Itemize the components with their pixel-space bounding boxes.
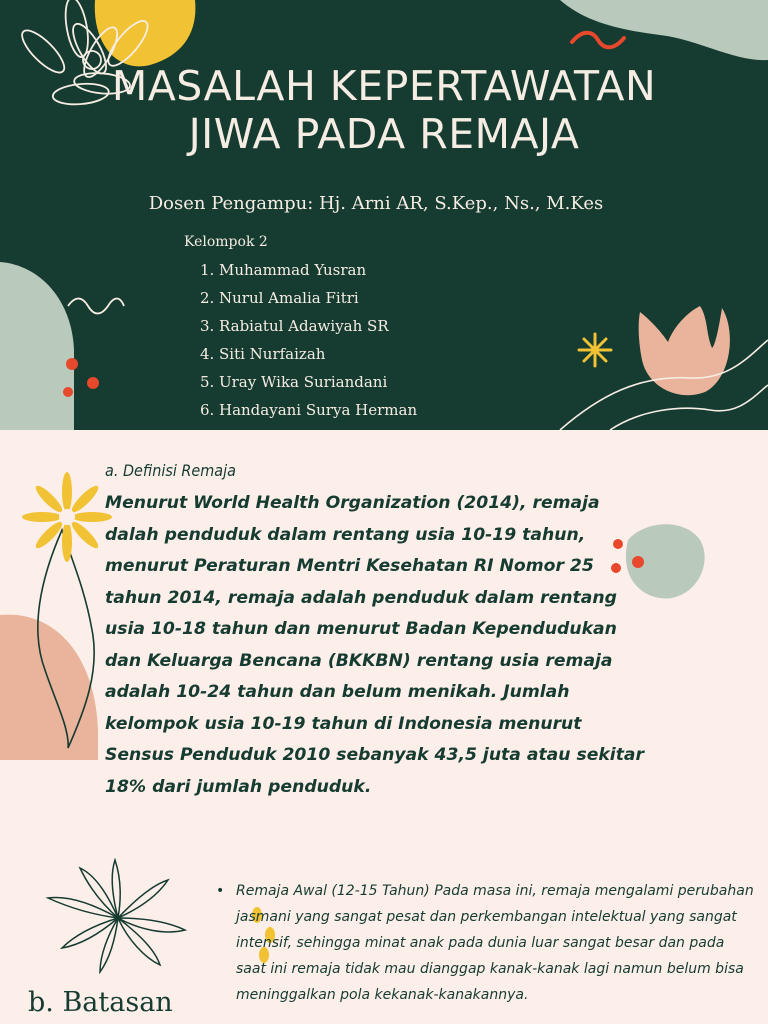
content-slide	[0, 430, 768, 1024]
sage-arch-shape	[0, 262, 74, 430]
page-title	[0, 62, 768, 158]
list-item	[200, 287, 417, 315]
sage-blob-shape	[560, 0, 768, 60]
tulip-icon	[639, 306, 730, 395]
list-number: 6.	[200, 401, 215, 419]
title-line: JIWA PADA REMAJA	[188, 110, 580, 158]
member-name: Uray Wika Suriandani	[219, 373, 388, 391]
member-name: Rabiatul Adawiyah SR	[219, 317, 389, 335]
list-item	[200, 259, 417, 287]
list-item	[200, 315, 417, 343]
red-dot-shape	[87, 377, 99, 389]
list-number: 3.	[200, 317, 215, 335]
member-name: Handayani Surya Herman	[219, 401, 418, 419]
list-item	[200, 343, 417, 371]
yellow-star-icon	[579, 334, 611, 366]
list-number: 5.	[200, 373, 215, 391]
section-title: b. Batasan	[28, 987, 173, 1018]
bullet-dot: •	[216, 883, 225, 899]
definition-body: Menurut World Health Organization (2014), remaja dalah penduduk dalam rentang usia 10-19 tahun, menurut Peraturan Mentri Kesehatan RI Nomor 25 tahun 2014, remaja adalah penduduk dalam rentang usia 10-18 tahun dan menurut Badan Kependudukan dan Keluarga Bencana (BKKBN) rentang usia remaja adalah 10-24 tahun dan belum menikah. Jumlah kelompok usia 10-19 tahun di Indonesia menurut Sensus Penduduk 2010 sebanyak 43,5 juta atau sekitar 18% dari jumlah penduduk.	[105, 493, 644, 797]
wave-line-icon	[68, 299, 124, 314]
list-item	[200, 399, 417, 427]
red-dot-shape	[66, 358, 78, 370]
title-slide	[0, 0, 768, 430]
red-squiggle-icon	[572, 33, 624, 48]
list-number: 2.	[200, 289, 215, 307]
member-list	[200, 259, 417, 427]
peach-arch-shape	[0, 615, 98, 760]
red-dot-shape	[63, 387, 73, 397]
starburst-outline-icon	[48, 860, 185, 972]
list-number: 1.	[200, 261, 215, 279]
bullet-text: Remaja Awal (12-15 Tahun) Pada masa ini, remaja mengalami perubahan jasmani yang sangat pesat dan perkembangan intelektual yang sangat intensif, sehingga minat anak pada dunia luar sangat besar dan pada saat ini remaja tidak mau dianggap kanak-kanak lagi namun belum bisa meninggalkan pola kekanak-kanakannya.	[236, 883, 754, 1003]
lecturer-text: Dosen Pengampu: Hj. Arni AR, S.Kep., Ns., M.Kes	[148, 193, 604, 214]
yellow-daisy-icon	[22, 472, 112, 562]
list-item	[200, 371, 417, 399]
member-name: Muhammad Yusran	[219, 261, 367, 279]
definition-heading: a. Definisi Remaja	[105, 461, 236, 480]
list-number: 4.	[200, 345, 215, 363]
bullet-item	[216, 878, 756, 1008]
member-name: Nurul Amalia Fitri	[219, 289, 359, 307]
title-line: MASALAH KEPERTAWATAN	[111, 62, 657, 110]
group-label: Kelompok 2	[184, 234, 268, 250]
member-name: Siti Nurfaizah	[219, 345, 326, 363]
